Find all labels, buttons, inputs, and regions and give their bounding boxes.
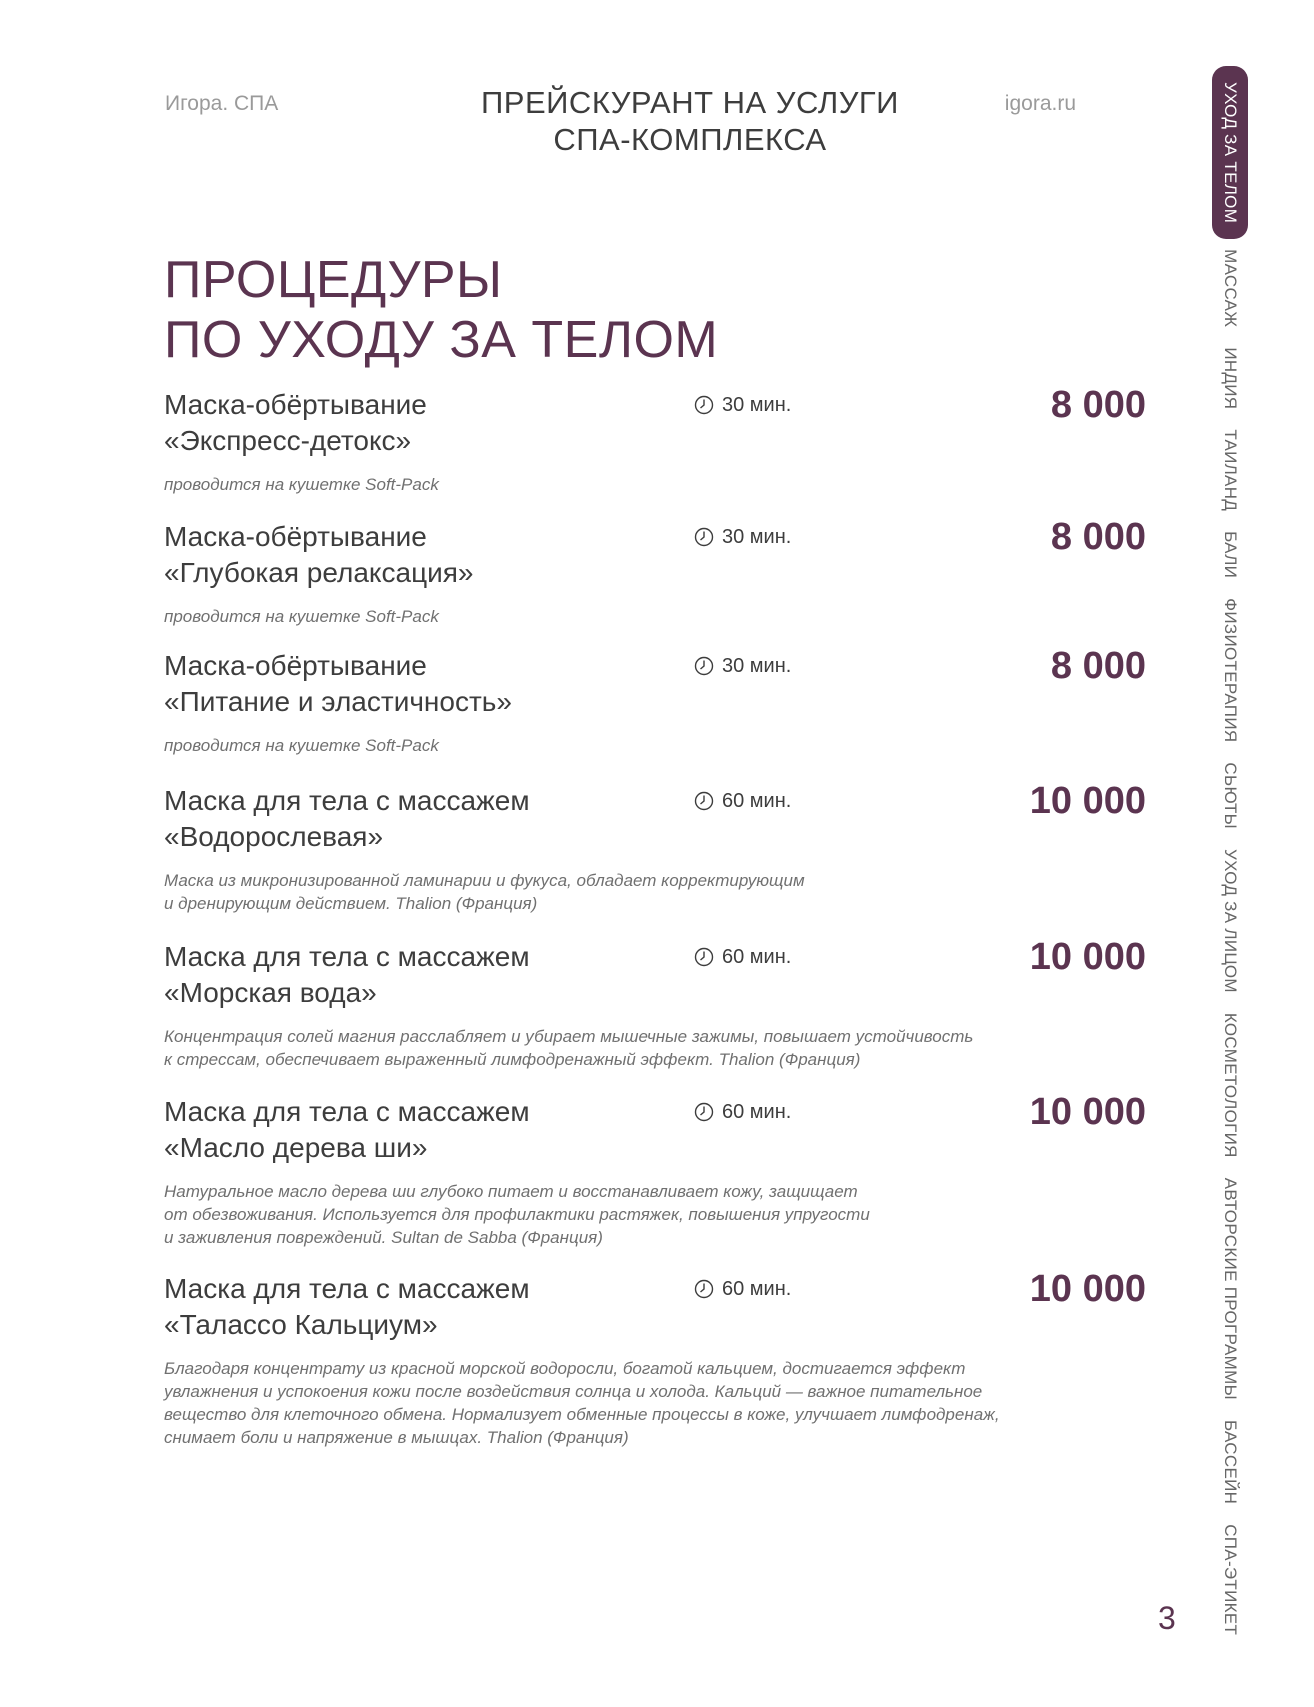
clock-icon [694, 656, 714, 676]
side-nav-item-massage[interactable]: МАССАЖ [1221, 249, 1240, 328]
description-line: и дренирующим действием. Thalion (Франция) [164, 894, 538, 913]
service-duration [694, 387, 791, 423]
page-title [164, 250, 718, 370]
service-name-line2: «Морская вода» [164, 977, 377, 1008]
clock-icon [694, 1279, 714, 1299]
description-line: проводится на кушетке Soft-Pack [164, 607, 439, 626]
side-nav-item-face-care[interactable]: УХОД ЗА ЛИЦОМ [1221, 849, 1240, 993]
side-nav-track [1210, 66, 1250, 1646]
service-name-line2: «Водорослевая» [164, 821, 384, 852]
service-name [164, 939, 1146, 1011]
service-item [164, 384, 1146, 496]
service-name-line2: «Глубокая релаксация» [164, 557, 474, 588]
site-link[interactable]: igora.ru [1004, 92, 1076, 115]
duration-text: 30 мин. [722, 393, 792, 416]
service-name [164, 648, 1146, 720]
duration-text: 60 мин. [722, 1277, 792, 1300]
duration-text: 60 мин. [722, 945, 792, 968]
description-line: Натуральное масло дерева ши глубоко питает и восстанавливает кожу, защищает [164, 1182, 858, 1201]
service-item [164, 645, 1146, 757]
side-nav-item-cosmetology[interactable]: КОСМЕТОЛОГИЯ [1221, 1012, 1240, 1158]
description-line: к стрессам, обеспечивает выраженный лимфодренажный эффект. Thalion (Франция) [164, 1050, 861, 1069]
description-line: снимает боли и напряжение в мышцах. Thalion (Франция) [164, 1428, 629, 1447]
service-duration [694, 1271, 791, 1307]
service-name-line2: «Экспресс-детокс» [164, 425, 412, 456]
service-name-line2: «Питание и эластичность» [164, 686, 512, 717]
service-name [164, 387, 1146, 459]
description-line: и заживления повреждений. Sultan de Sabba (Франция) [164, 1228, 603, 1247]
service-name-line2: «Талассо Кальциум» [164, 1309, 438, 1340]
page-number: 3 [1158, 1600, 1176, 1636]
description-line: Маска из микронизированной ламинарии и фукуса, обладает корректирующим [164, 871, 805, 890]
service-description [164, 473, 1146, 496]
service-item [164, 780, 1146, 915]
description-line: Благодаря концентрату из красной морской водоросли, богатой кальцием, достигается эффект [164, 1359, 966, 1378]
description-line: от обезвоживания. Используется для профилактики растяжек, повышения упругости [164, 1205, 870, 1224]
service-duration [694, 939, 791, 975]
service-name [164, 1271, 1146, 1343]
service-price: 8 000 [1050, 645, 1146, 687]
side-nav-item-india[interactable]: ИНДИЯ [1221, 347, 1240, 410]
document-title [420, 84, 960, 158]
side-nav-item-spa-etiquette[interactable]: СПА-ЭТИКЕТ [1221, 1524, 1240, 1636]
side-nav-item-suites[interactable]: СЬЮТЫ [1221, 762, 1240, 830]
description-line: проводится на кушетке Soft-Pack [164, 475, 439, 494]
brand-name: Игора. СПА [165, 92, 279, 115]
service-item [164, 1091, 1146, 1249]
service-name-line1: Маска для тела с массажем [164, 1096, 530, 1127]
service-item [164, 1268, 1146, 1449]
service-description [164, 734, 1146, 757]
side-nav [1210, 66, 1250, 1646]
service-description [164, 1180, 1146, 1249]
side-nav-item-pool[interactable]: БАССЕЙН [1221, 1419, 1240, 1505]
description-line: увлажнения и успокоения кожи после воздействия солнца и холода. Кальций — важное питательное [164, 1382, 983, 1401]
side-nav-item-thailand[interactable]: ТАИЛАНД [1221, 429, 1240, 512]
description-line: вещество для клеточного обмена. Нормализует обменные процессы в коже, улучшает лимфодренаж, [164, 1405, 1000, 1424]
page-title-line2: ПО УХОДУ ЗА ТЕЛОМ [164, 311, 719, 369]
service-price: 8 000 [1050, 516, 1146, 558]
service-item [164, 936, 1146, 1071]
service-name-line2: «Масло дерева ши» [164, 1132, 428, 1163]
document-title-line2: СПА-КОМПЛЕКСА [553, 122, 827, 157]
service-duration [694, 519, 791, 555]
service-price: 10 000 [1029, 936, 1146, 978]
service-description [164, 1357, 1146, 1449]
service-duration [694, 783, 791, 819]
service-name [164, 1094, 1146, 1166]
service-name-line1: Маска-обёртывание [164, 650, 427, 681]
service-name-line1: Маска для тела с массажем [164, 1273, 530, 1304]
service-item [164, 516, 1146, 628]
service-duration [694, 648, 791, 684]
service-description [164, 869, 1146, 915]
side-nav-item-bali[interactable]: БАЛИ [1221, 531, 1240, 579]
clock-icon [694, 947, 714, 967]
side-nav-item-author-programs[interactable]: АВТОРСКИЕ ПРОГРАММЫ [1221, 1177, 1240, 1400]
service-name [164, 519, 1146, 591]
service-name-line1: Маска-обёртывание [164, 389, 427, 420]
duration-text: 60 мин. [722, 1100, 792, 1123]
duration-text: 60 мин. [722, 789, 792, 812]
description-line: Концентрация солей магния расслабляет и убирает мышечные зажимы, повышает устойчивость [164, 1027, 974, 1046]
document-title-line1: ПРЕЙСКУРАНТ НА УСЛУГИ [481, 85, 899, 120]
service-duration [694, 1094, 791, 1130]
service-description [164, 1025, 1146, 1071]
service-name-line1: Маска для тела с массажем [164, 941, 530, 972]
clock-icon [694, 1102, 714, 1122]
service-price: 10 000 [1029, 1091, 1146, 1133]
service-price: 10 000 [1029, 780, 1146, 822]
page-title-line1: ПРОЦЕДУРЫ [164, 251, 503, 309]
duration-text: 30 мин. [722, 525, 792, 548]
side-nav-item-body-care[interactable]: УХОД ЗА ТЕЛОМ [1212, 66, 1248, 239]
clock-icon [694, 791, 714, 811]
service-price: 8 000 [1050, 384, 1146, 426]
clock-icon [694, 527, 714, 547]
duration-text: 30 мин. [722, 654, 792, 677]
service-description [164, 605, 1146, 628]
clock-icon [694, 395, 714, 415]
service-name-line1: Маска-обёртывание [164, 521, 427, 552]
service-name [164, 783, 1146, 855]
side-nav-item-physiotherapy[interactable]: ФИЗИОТЕРАПИЯ [1221, 598, 1240, 743]
description-line: проводится на кушетке Soft-Pack [164, 736, 439, 755]
service-price: 10 000 [1029, 1268, 1146, 1310]
service-name-line1: Маска для тела с массажем [164, 785, 530, 816]
